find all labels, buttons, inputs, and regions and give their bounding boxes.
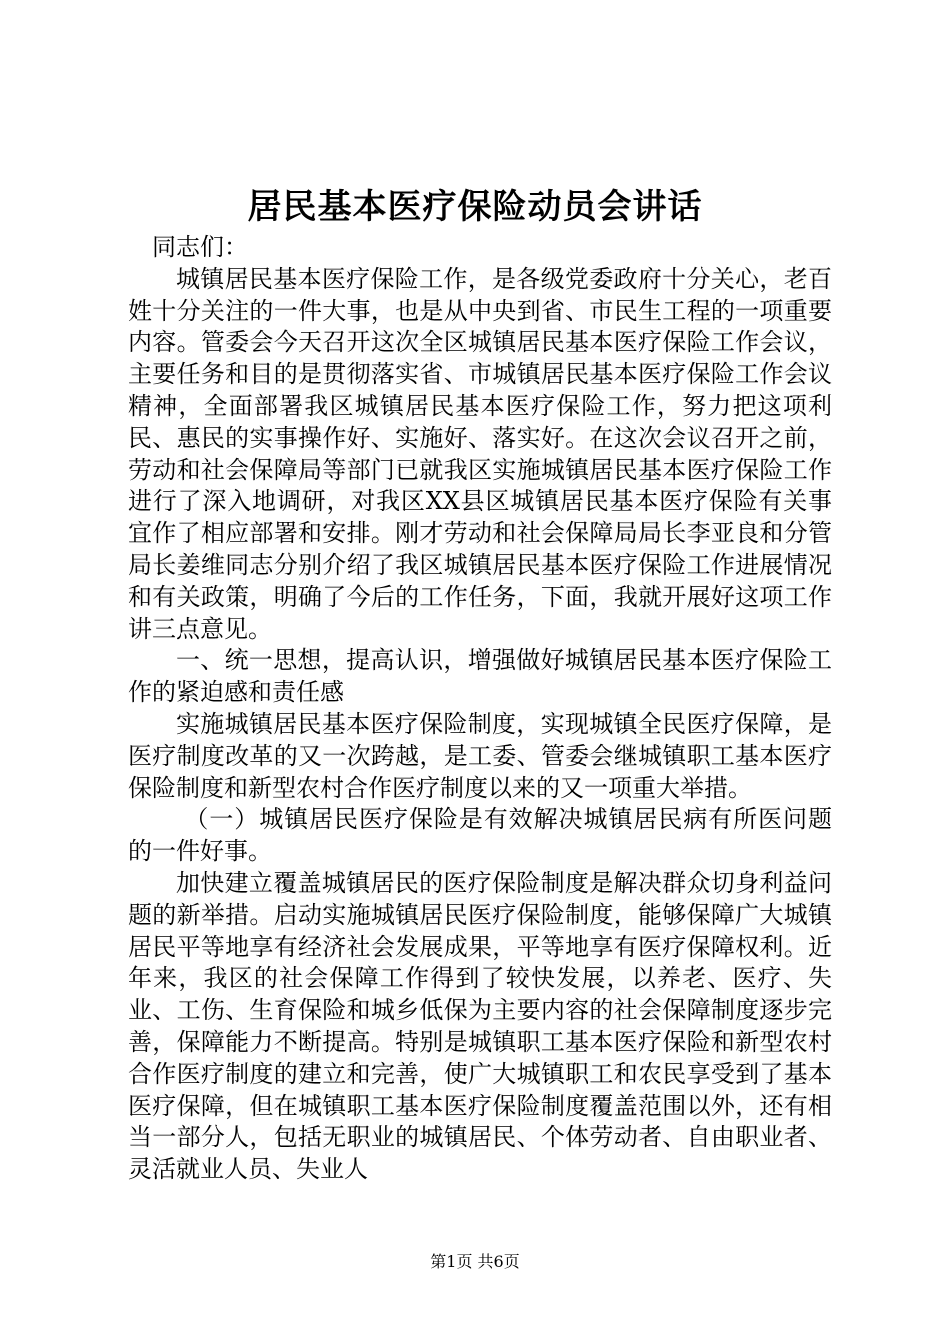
body-paragraph: 加快建立覆盖城镇居民的医疗保险制度是解决群众切身利益问题的新举措。启动实施城镇居民医疗保险制度，能够保障广大城镇居民平等地享有经济社会发展成果，平等地享有医疗保障权利。近年来，我区的社会保障工作得到了较快发展，以养老、医疗、失业、工伤、生育保险和城乡低保为主要内容的社会保障制度逐步完善，保障能力不断提高。特别是城镇职工基本医疗保险和新型农村合作医疗制度的建立和完善，使广大城镇职工和农民享受到了基本医疗保障，但在城镇职工基本医疗保险制度覆盖范围以外，还有相当一部分人，包括无职业的城镇居民、个体劳动者、自由职业者、灵活就业人员、失业人 <box>128 868 832 1184</box>
page-footer: 第1页 共6页 <box>430 1252 520 1271</box>
section-heading: 一、统一思想，提高认识，增强做好城镇居民基本医疗保险工作的紧迫感和责任感 <box>128 646 832 707</box>
document-body <box>128 232 832 1186</box>
body-paragraph: 城镇居民基本医疗保险工作，是各级党委政府十分关心，老百姓十分关注的一件大事，也是从中央到省、市民生工程的一项重要内容。管委会今天召开这次全区城镇居民基本医疗保险工作会议，主要任务和目的是贯彻落实省、市城镇居民基本医疗保险工作会议精神，全面部署我区城镇居民基本医疗保险工作，努力把这项利民、惠民的实事操作好、实施好、落实好。在这次会议召开之前，劳动和社会保障局等部门已就我区实施城镇居民基本医疗保险工作进行了深入地调研，对我区XX县区城镇居民基本医疗保险有关事宜作了相应部署和安排。刚才劳动和社会保障局局长李亚良和分管局长姜维同志分别介绍了我区城镇居民基本医疗保险工作进展情况和有关政策，明确了今后的工作任务，下面，我就开展好这项工作讲三点意见。 <box>128 264 832 643</box>
body-paragraph: 实施城镇居民基本医疗保险制度，实现城镇全民医疗保障，是医疗制度改革的又一次跨越，是工委、管委会继城镇职工基本医疗保险制度和新型农村合作医疗制度以来的又一项重大举措。 <box>128 709 832 802</box>
subsection-heading: （一）城镇居民医疗保险是有效解决城镇居民病有所医问题的一件好事。 <box>128 805 832 866</box>
page-title: 居民基本医疗保险动员会讲话 <box>247 187 703 227</box>
greeting-paragraph: 同志们： <box>152 233 248 261</box>
